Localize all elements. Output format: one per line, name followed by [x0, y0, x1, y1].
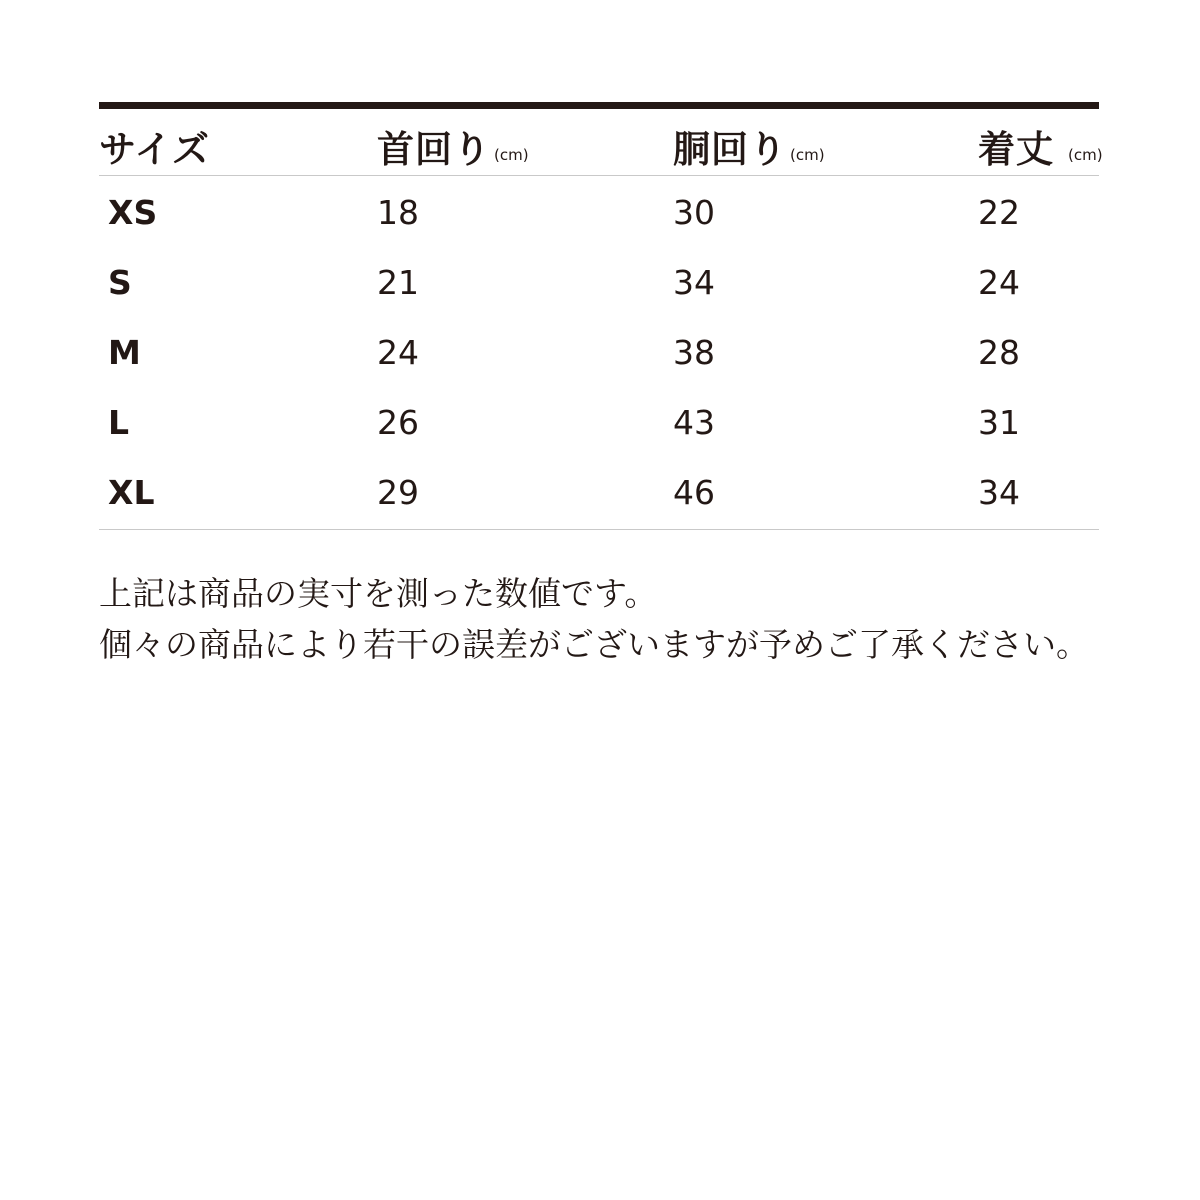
header-chest	[673, 109, 825, 179]
size-cell: L	[108, 402, 130, 442]
note-line-1: 上記は商品の実寸を測った数値です。	[99, 574, 658, 613]
size-table	[99, 102, 1103, 530]
table-top-rule	[99, 102, 1099, 109]
neck-cell: 21	[377, 262, 419, 302]
length-cell: 31	[978, 402, 1020, 442]
header-neck	[377, 109, 529, 179]
chest-cell: 34	[673, 262, 715, 302]
length-cell: 22	[978, 192, 1020, 232]
size-cell: XL	[108, 472, 155, 512]
header-neck-unit: (cm)	[494, 146, 529, 164]
length-cell: 28	[978, 332, 1020, 372]
header-neck-label: 首回り	[377, 128, 491, 171]
header-length-unit: (cm)	[1068, 146, 1103, 164]
table-row	[99, 317, 1099, 387]
header-size-label: サイズ	[99, 128, 211, 171]
measurement-notes	[99, 568, 1109, 670]
neck-cell: 18	[377, 192, 419, 232]
table-row	[99, 457, 1099, 527]
header-length	[978, 109, 1103, 179]
header-chest-label: 胴回り	[673, 128, 787, 171]
table-body	[99, 176, 1099, 527]
size-cell: S	[108, 262, 132, 302]
table-row	[99, 387, 1099, 457]
table-bottom-rule	[99, 529, 1099, 530]
size-cell: M	[108, 332, 141, 372]
chest-cell: 38	[673, 332, 715, 372]
table-row	[99, 247, 1099, 317]
neck-cell: 24	[377, 332, 419, 372]
size-cell: XS	[108, 192, 158, 232]
note-line-2: 個々の商品により若干の誤差がございますが予めご了承ください。	[99, 625, 1089, 664]
neck-cell: 29	[377, 472, 419, 512]
chest-cell: 46	[673, 472, 715, 512]
length-cell: 34	[978, 472, 1020, 512]
header-chest-unit: (cm)	[790, 146, 825, 164]
header-length-label: 着丈	[978, 128, 1054, 171]
neck-cell: 26	[377, 402, 419, 442]
chest-cell: 30	[673, 192, 715, 232]
table-header-row	[99, 109, 1103, 176]
length-cell: 24	[978, 262, 1020, 302]
chest-cell: 43	[673, 402, 715, 442]
header-size	[99, 109, 210, 179]
table-row	[99, 177, 1099, 247]
